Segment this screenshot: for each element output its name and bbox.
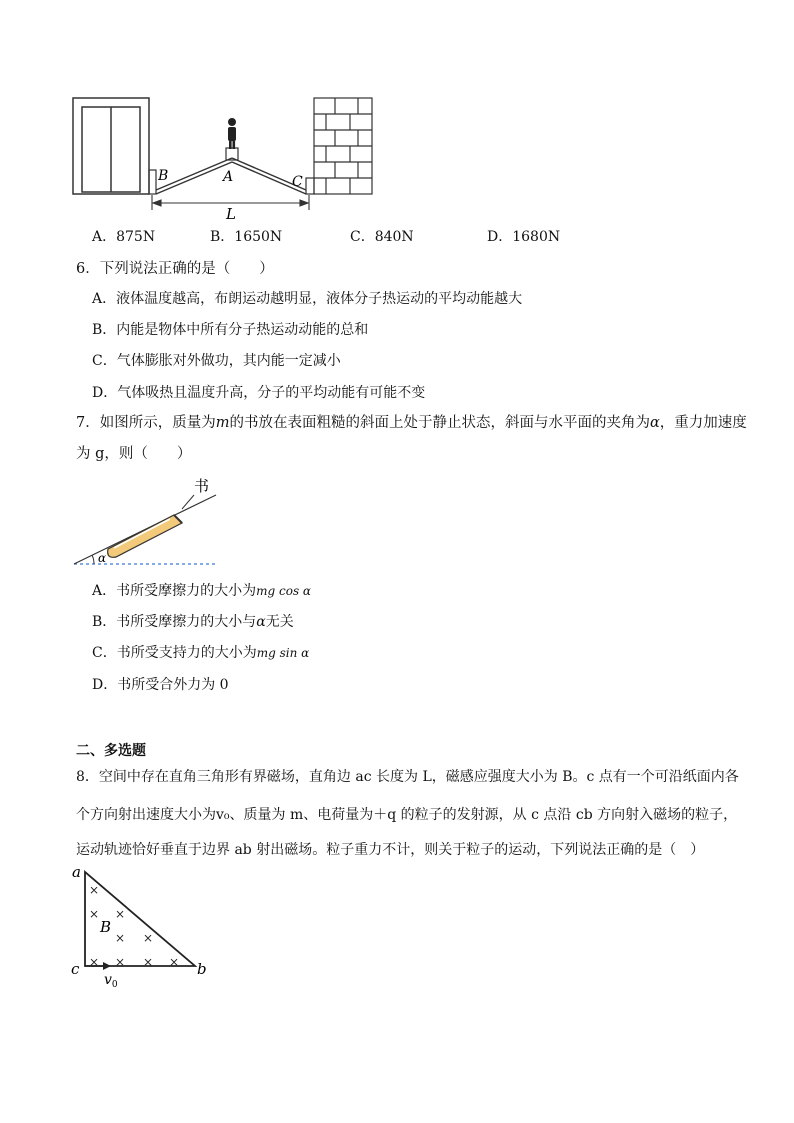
label-L: L [226, 205, 236, 223]
velocity-label: $v_0$ [104, 972, 118, 990]
q7-stem-line1: 7．如图所示，质量为m的书放在表面粗糙的斜面上处于静止状态，斜面与水平面的夹角为α，重力加速度 [76, 415, 747, 431]
book-icon [108, 515, 182, 557]
q6-stem: 6．下列说法正确的是（ ） [76, 261, 274, 277]
vertex-label-b: b [197, 960, 207, 978]
vertex-label-a: a [72, 863, 81, 881]
section-title: 二、多选题 [76, 743, 146, 759]
svg-text:×: × [115, 955, 126, 969]
q8-stem-line1: 8．空间中存在直角三角形有界磁场，直角边 ac 长度为 L，磁感应强度大小为 B。c 点有一个可沿纸面内各 [76, 769, 739, 785]
q6-option-c: C．气体膨胀对外做功，其内能一定减小 [92, 353, 341, 369]
q6-option-a: A．液体温度越高，布朗运动越明显，液体分子热运动的平均动能越大 [92, 291, 523, 307]
svg-text:×: × [169, 955, 180, 969]
figure-q8-triangle-field [65, 860, 215, 990]
svg-text:×: × [115, 931, 126, 945]
svg-text:×: × [89, 883, 100, 897]
vertex-label-c: c [71, 960, 80, 978]
q7-option-c: C．书所受支持力的大小为mg sin α [92, 645, 310, 661]
brick-wall [306, 98, 372, 194]
q5-option-d: D．1680N [487, 229, 561, 245]
label-B: B [158, 168, 169, 184]
q6-option-b: B．内能是物体中所有分子热运动动能的总和 [92, 322, 369, 338]
svg-text:×: × [143, 955, 154, 969]
q8-stem-line2: 个方向射出速度大小为v₀、质量为 m、电荷量为＋q 的粒子的发射源，从 c 点沿 cb 方向射入磁场的粒子， [76, 807, 738, 823]
q7-option-d: D．书所受合外力为 0 [92, 677, 229, 693]
svg-text:×: × [89, 955, 100, 969]
q5-option-b: B．1650N [210, 229, 283, 245]
person-icon [228, 118, 236, 149]
field-label-B: B [100, 918, 112, 936]
svg-text:×: × [89, 907, 100, 921]
figure-q5-rooftop [60, 90, 390, 225]
q7-option-a: A．书所受摩擦力的大小为mg cos α [92, 583, 312, 599]
svg-text:×: × [115, 907, 126, 921]
q7-option-b: B．书所受摩擦力的大小与α无关 [92, 614, 294, 630]
label-A: A [223, 169, 234, 185]
q5-option-c: C．840N [350, 229, 414, 245]
q7-stem-line2: 为 g，则（ ） [76, 446, 192, 462]
figure-q7-incline [70, 475, 230, 570]
alpha-label: α [98, 551, 107, 565]
svg-text:×: × [143, 931, 154, 945]
q5-option-a: A．875N [92, 229, 156, 245]
label-C: C [292, 174, 303, 190]
book-label: 书 [194, 477, 210, 495]
q6-option-d: D．气体吸热且温度升高，分子的平均动能有可能不变 [92, 385, 426, 401]
q8-stem-line3: 运动轨迹恰好垂直于边界 ab 射出磁场。粒子重力不计，则关于粒子的运动，下列说法正确的是（ ） [76, 842, 705, 858]
